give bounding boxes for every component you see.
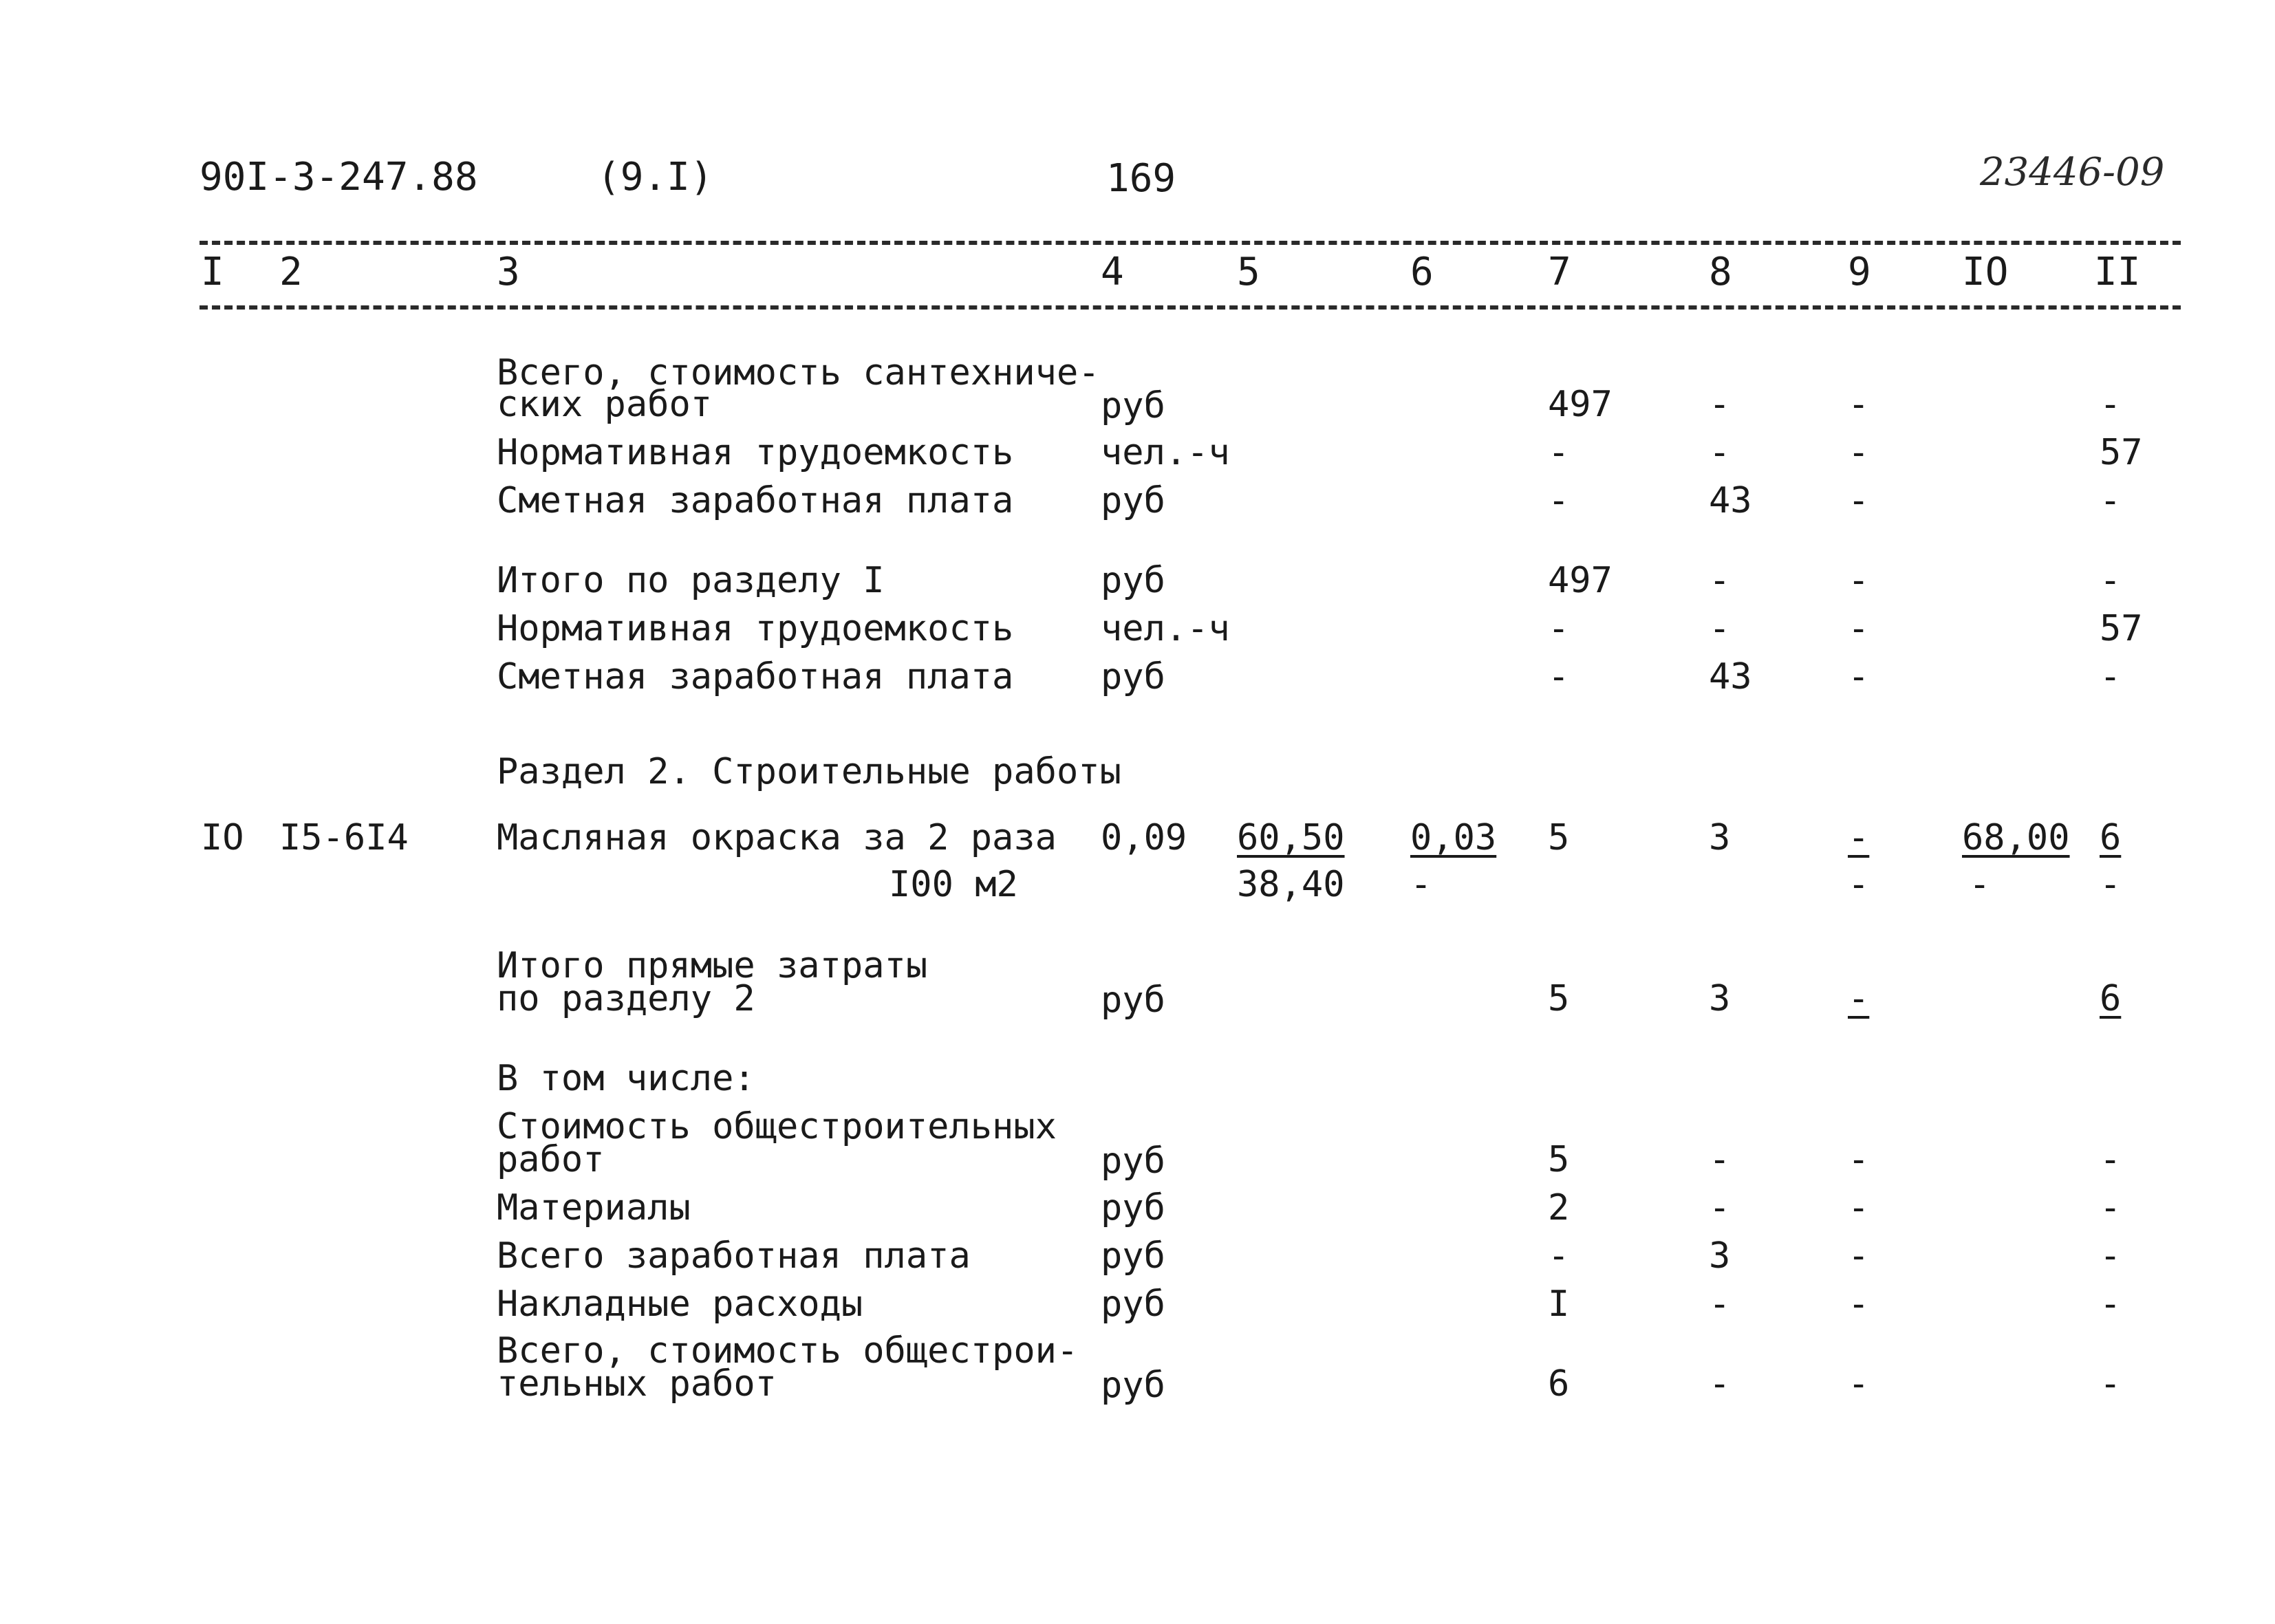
row2-col8: - [1709,432,1731,473]
row9-unit: руб [1101,1140,1165,1182]
row2-name: Нормативная трудоемкость [497,432,1014,473]
row13-name-line2: тельных работ [497,1363,777,1405]
row3-col9: - [1848,480,1870,521]
row7-col6-bottom: - [1410,864,1432,905]
row9-col7: 5 [1548,1139,1570,1180]
row2-col9: - [1848,432,1870,473]
row7-col6-top: 0,03 [1410,817,1497,858]
row11-col11: - [2100,1235,2122,1277]
row13-unit: руб [1101,1365,1165,1406]
row4-name: Итого по разделу I [497,560,885,601]
row9-col8: - [1709,1139,1731,1180]
row8-col8: 3 [1709,978,1731,1019]
row10-name: Материалы [497,1187,691,1228]
row1-col9: - [1848,384,1870,425]
row4-col7: 497 [1548,560,1613,601]
row11-unit: руб [1101,1235,1165,1277]
row7-col5-top: 60,50 [1237,817,1345,858]
row2-col11: 57 [2100,432,2143,473]
col-header-3: 3 [497,250,520,294]
row9-col11: - [2100,1139,2122,1180]
row8-name-line2: по разделу 2 [497,978,755,1019]
row8-col7: 5 [1548,978,1570,1019]
row10-col7: 2 [1548,1187,1570,1228]
row4-col11: - [2100,560,2122,601]
section2-heading: Раздел 2. Строительные работы [497,751,1121,792]
row7-col11-top: 6 [2100,817,2122,858]
col-header-2: 2 [279,250,303,294]
row5-col7: - [1548,608,1570,649]
row7-col2: I5-6I4 [279,817,409,858]
col-header-8: 8 [1709,250,1732,294]
row13-name-line1: Всего, стоимость общестрои- [497,1330,1079,1372]
header-top-rule [200,241,2181,245]
row5-unit: чел.-ч [1101,608,1230,649]
row7-col4: 0,09 [1101,817,1187,858]
row13-col9: - [1848,1363,1870,1405]
row3-unit: руб [1101,480,1165,521]
row13-col11: - [2100,1363,2122,1405]
row8-unit: руб [1101,979,1165,1021]
row6-col7: - [1548,656,1570,697]
row12-col9: - [1848,1284,1870,1325]
row6-col8: 43 [1709,656,1752,697]
row5-name: Нормативная трудоемкость [497,608,1014,649]
col-header-7: 7 [1548,250,1571,294]
row1-unit: руб [1101,385,1165,426]
row7-col1: IO [201,817,244,858]
row2-unit: чел.-ч [1101,432,1230,473]
row7-qty-unit: I00 м2 [889,864,1018,905]
row12-name: Накладные расходы [497,1284,863,1325]
row3-col7: - [1548,480,1570,521]
row12-col11: - [2100,1284,2122,1325]
row13-col8: - [1709,1363,1731,1405]
row1-name-line1: Всего, стоимость сантехниче- [497,352,1100,393]
row12-col8: - [1709,1284,1731,1325]
row7-col8: 3 [1709,817,1731,858]
row9-col9: - [1848,1139,1870,1180]
row6-col9: - [1848,656,1870,697]
row11-col7: - [1548,1235,1570,1277]
document-code: 90I-3-247.88 [200,155,478,199]
row7-name: Масляная окраска за 2 раза [497,817,1057,858]
row9-name-line1: Стоимость общестроительных [497,1106,1057,1147]
page-number: 169 [1106,156,1176,201]
row10-col8: - [1709,1187,1731,1228]
row7-col7: 5 [1548,817,1570,858]
row8-name-line1: Итого прямые затраты [497,945,928,986]
col-header-1: I [201,250,224,294]
row12-unit: руб [1101,1284,1165,1325]
col-header-11: II [2094,250,2141,294]
including-label: В том числе: [497,1058,755,1099]
row6-unit: руб [1101,656,1165,697]
row6-col11: - [2100,656,2122,697]
col-header-10: IO [1962,250,2009,294]
row11-name: Всего заработная плата [497,1235,971,1277]
row4-col9: - [1848,560,1870,601]
row10-col9: - [1848,1187,1870,1228]
row3-col8: 43 [1709,480,1752,521]
col-header-9: 9 [1848,250,1871,294]
row5-col9: - [1848,608,1870,649]
row1-name-line2: ских работ [497,384,713,425]
row1-col8: - [1709,384,1731,425]
row7-col9-top: - [1848,817,1870,858]
row4-col8: - [1709,560,1731,601]
section-number: (9.I) [597,155,713,199]
row10-unit: руб [1101,1187,1165,1228]
row7-col10-bottom: - [1969,864,1991,905]
row1-col7: 497 [1548,384,1613,425]
row2-col7: - [1548,432,1570,473]
row4-unit: руб [1101,560,1165,601]
col-header-5: 5 [1237,250,1260,294]
row12-col7: I [1548,1284,1570,1325]
row11-col8: 3 [1709,1235,1731,1277]
row5-col11: 57 [2100,608,2143,649]
row8-col9: - [1848,978,1870,1019]
header-bottom-rule [200,305,2181,310]
row13-col7: 6 [1548,1363,1570,1405]
row1-col11: - [2100,384,2122,425]
row3-col11: - [2100,480,2122,521]
row11-col9: - [1848,1235,1870,1277]
handwritten-stamp: 23446-09 [1980,150,2165,195]
row10-col11: - [2100,1187,2122,1228]
row7-col5-bottom: 38,40 [1237,864,1345,905]
row3-name: Сметная заработная плата [497,480,1014,521]
row5-col8: - [1709,608,1731,649]
row8-col11: 6 [2100,978,2122,1019]
row7-col9-bottom: - [1848,864,1870,905]
row9-name-line2: работ [497,1139,605,1180]
row7-col10-top: 68,00 [1962,817,2070,858]
row7-col11-bottom: - [2100,864,2122,905]
col-header-4: 4 [1101,250,1124,294]
col-header-6: 6 [1410,250,1434,294]
row6-name: Сметная заработная плата [497,656,1014,697]
